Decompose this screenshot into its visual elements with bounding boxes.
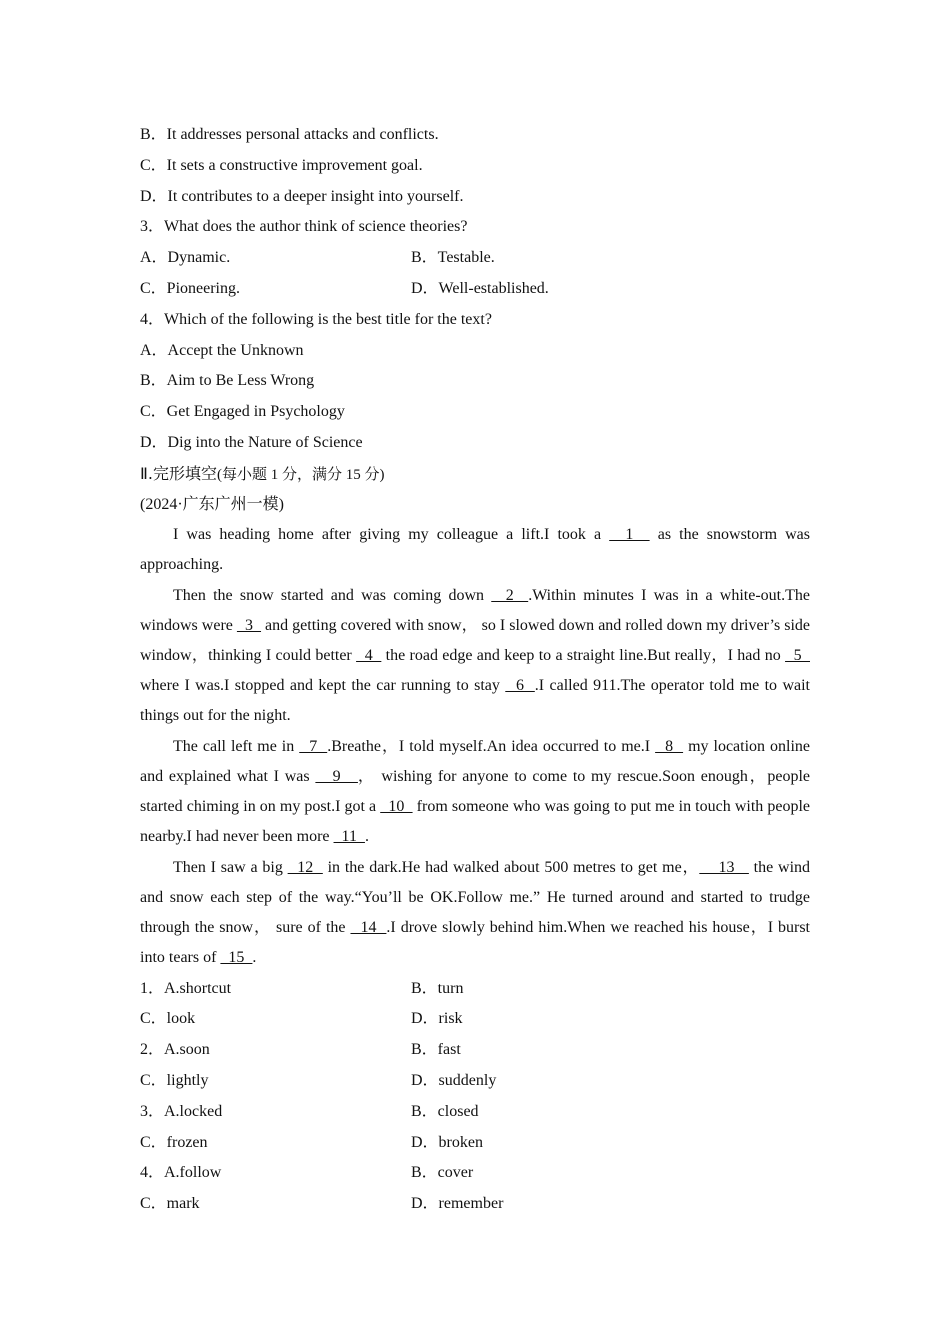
blank-11: 11	[333, 827, 365, 845]
section-heading	[140, 459, 810, 490]
blank-9: 9	[315, 767, 358, 785]
passage-text: .	[252, 948, 257, 966]
answer-options-row	[140, 974, 810, 1005]
document-page	[140, 120, 810, 1220]
passage-paragraph-4	[140, 853, 810, 973]
passage-paragraph-1	[140, 520, 810, 580]
passage-text: .I drove slowly behind him.When we reached his house，I burst into tears of	[140, 918, 811, 966]
blank-4: 4	[356, 647, 382, 665]
answer-options-row	[140, 1066, 810, 1097]
q3-option-c: C．Pioneering.	[140, 279, 240, 297]
passage-text: from someone who was going to put me in touch with people nearby.I had never been more	[140, 797, 811, 845]
q4-option-b: B．Aim to Be Less Wrong	[140, 372, 315, 390]
option-left: C．frozen	[140, 1133, 208, 1151]
blank-8: 8	[655, 737, 684, 755]
q4-option-a: A．Accept the Unknown	[140, 341, 304, 359]
passage-text: Then the snow started and was coming down	[173, 587, 492, 605]
answer-options-row	[140, 1035, 810, 1066]
passage-text: ， wishing for anyone to come to my rescue.Soon enough，people started chiming in on my post.I got a	[140, 767, 811, 815]
passage-text: where I was.I stopped and kept the car running to stay	[140, 677, 506, 695]
q4-option-c: C．Get Engaged in Psychology	[140, 403, 345, 421]
answer-options-row	[140, 1189, 810, 1220]
passage-text: in the dark.He had walked about 500 metres to get me，	[322, 858, 700, 876]
q2-option-b: B．It addresses personal attacks and conflicts.	[140, 126, 439, 143]
option-left: 1．A.shortcut	[140, 979, 232, 997]
option-right: B．turn	[411, 979, 464, 997]
passage-text: the wind and snow each step of the way.“You’ll be OK.Follow me.” He turned around and started to trudge through the snow， sure of the	[140, 858, 811, 936]
passage-text: and getting covered with snow， so I slowed down and rolled down my driver’s side window，thinking I could better	[140, 617, 810, 665]
blank-10: 10	[380, 797, 413, 815]
option-left: C．lightly	[140, 1071, 209, 1089]
section-source: (2024·广东广州一模)	[140, 495, 284, 513]
q3-option-b: B．Testable.	[411, 249, 495, 267]
passage-text: I was heading home after giving my colleague a lift.I took a	[173, 526, 610, 544]
q4-stem: 4．Which of the following is the best title for the text?	[140, 310, 492, 328]
option-right: D．suddenly	[411, 1071, 497, 1089]
option-left: C．look	[140, 1010, 196, 1028]
passage-text: as the snowstorm was approaching.	[140, 526, 810, 574]
option-left: 3．A.locked	[140, 1102, 223, 1120]
passage-text: .Within minutes I was in a white-out.The windows were	[140, 587, 810, 635]
section-title: Ⅱ.完形填空	[140, 463, 217, 483]
q2-option-d: D．It contributes to a deeper insight into yourself.	[140, 187, 464, 205]
option-right: B．cover	[411, 1164, 474, 1182]
blank-3: 3	[236, 617, 262, 635]
blank-13: 13	[699, 858, 749, 876]
passage-paragraph-2	[140, 581, 810, 731]
q3-options-row-1	[140, 243, 810, 274]
passage-text: .I called 911.The operator told me to wait things out for the night.	[140, 677, 810, 725]
answer-options-row	[140, 1128, 810, 1159]
q3-stem: 3．What does the author think of science theories?	[140, 218, 468, 236]
section-note: (每小题 1 分，满分 15 分)	[216, 466, 385, 483]
blank-1: 1	[609, 526, 650, 544]
blank-6: 6	[505, 677, 535, 695]
option-right: D．risk	[411, 1010, 463, 1028]
passage-text: the road edge and keep to a straight line.But really，I had no	[381, 647, 786, 665]
option-left: 4．A.follow	[140, 1164, 222, 1182]
blank-14: 14	[350, 918, 387, 936]
option-right: D．remember	[411, 1195, 504, 1213]
option-left: C．mark	[140, 1195, 200, 1213]
blank-5: 5	[785, 647, 810, 665]
q4-option-d: D．Dig into the Nature of Science	[140, 433, 363, 451]
blank-12: 12	[287, 858, 323, 876]
answer-options-row	[140, 1004, 810, 1035]
passage-text: my location online and explained what I was	[140, 737, 811, 785]
q3-option-d: D．Well-established.	[411, 279, 549, 297]
passage-text: .Breathe，I told myself.An idea occurred to me.I	[327, 737, 656, 755]
q3-options-row-2	[140, 274, 810, 305]
option-right: B．closed	[411, 1102, 479, 1120]
passage-text: The call left me in	[173, 737, 300, 755]
passage-paragraph-3	[140, 732, 810, 852]
answer-options-row	[140, 1158, 810, 1189]
answer-options-row	[140, 1097, 810, 1128]
passage-text: Then I saw a big	[173, 858, 288, 876]
blank-2: 2	[491, 587, 529, 605]
q2-option-c: C．It sets a constructive improvement goal.	[140, 156, 423, 174]
option-right: B．fast	[411, 1041, 461, 1059]
blank-15: 15	[220, 948, 253, 966]
option-left: 2．A.soon	[140, 1041, 210, 1059]
passage-text: .	[364, 827, 369, 845]
q3-option-a: A．Dynamic.	[140, 249, 231, 267]
blank-7: 7	[299, 737, 328, 755]
option-right: D．broken	[411, 1133, 483, 1151]
